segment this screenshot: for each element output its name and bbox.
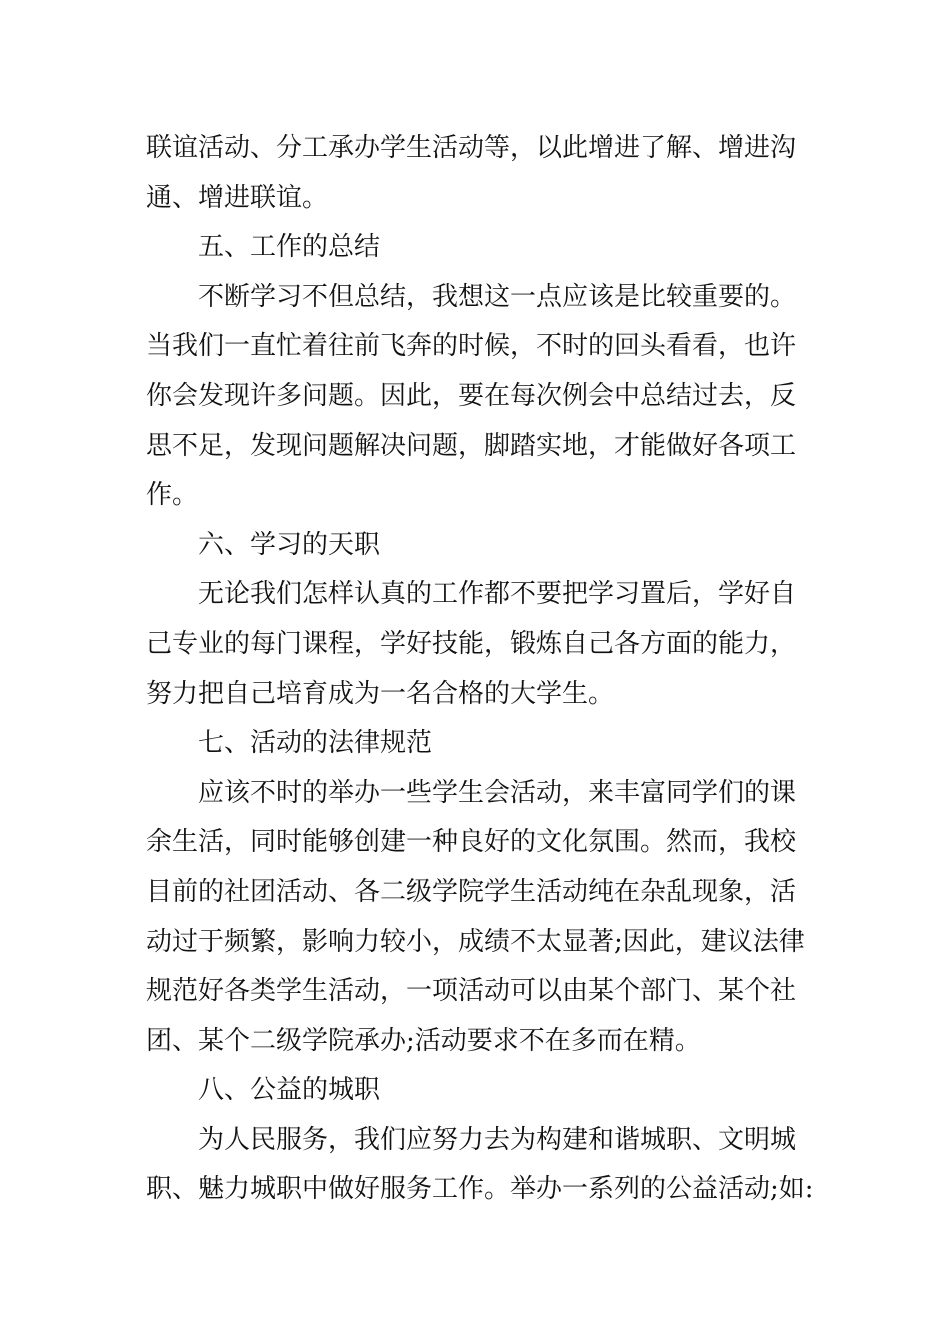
text-line: 不断学习不但总结，我想这一点应该是比较重要的。 — [198, 281, 797, 312]
section-heading-7: 七、活动的法律规范 — [198, 728, 433, 759]
text-line: 努力把自己培育成为一名合格的大学生。 — [146, 678, 615, 709]
text-line: 通、增进联谊。 — [146, 182, 329, 213]
text-line: 规范好各类学生活动，一项活动可以由某个部门、某个社 — [146, 976, 797, 1007]
text-line: 应该不时的举办一些学生会活动，来丰富同学们的课 — [198, 777, 797, 808]
text-line: 当我们一直忙着往前飞奔的时候，不时的回头看看，也许 — [146, 331, 797, 362]
text-line: 思不足，发现问题解决问题，脚踏实地，才能做好各项工 — [146, 430, 797, 461]
text-line: 余生活，同时能够创建一种良好的文化氛围。然而，我校 — [146, 827, 797, 858]
text-line: 目前的社团活动、各二级学院学生活动纯在杂乱现象，活 — [146, 876, 797, 907]
text-line: 团、某个二级学院承办;活动要求不在多而在精。 — [146, 1025, 701, 1056]
text-line: 无论我们怎样认真的工作都不要把学习置后，学好自 — [198, 579, 797, 610]
text-line: 动过于频繁，影响力较小，成绩不太显著;因此，建议法律 — [146, 926, 805, 957]
section-heading-8: 八、公益的城职 — [198, 1075, 381, 1106]
text-line: 职、魅力城职中做好服务工作。举办一系列的公益活动;如: — [146, 1174, 814, 1205]
text-line: 己专业的每门课程，学好技能，锻炼自己各方面的能力， — [146, 628, 797, 659]
section-heading-6: 六、学习的天职 — [198, 529, 381, 560]
text-line: 你会发现许多问题。因此，要在每次例会中总结过去，反 — [146, 380, 797, 411]
document-body — [146, 124, 836, 1215]
section-heading-5: 五、工作的总结 — [198, 232, 381, 263]
text-line: 为人民服务，我们应努力去为构建和谐城职、文明城 — [198, 1124, 797, 1155]
text-line: 联谊活动、分工承办学生活动等，以此增进了解、增进沟 — [146, 133, 797, 163]
text-line: 作。 — [146, 480, 199, 511]
